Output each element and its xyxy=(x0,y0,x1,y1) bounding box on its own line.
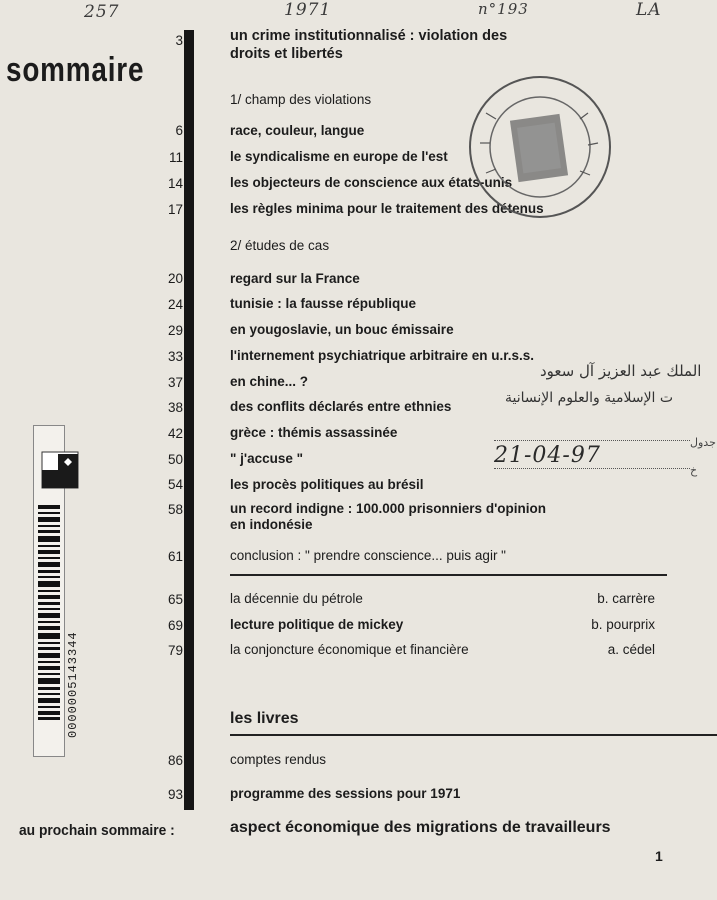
stamp-label-kha: خ xyxy=(690,464,698,477)
lead-title-line1: un crime institutionnalisé : violation des xyxy=(230,28,508,44)
toc-entry: le syndicalisme en europe de l'est xyxy=(230,149,448,164)
toc-entry: en chine... ? xyxy=(230,374,309,389)
toc-page: 79 xyxy=(167,643,183,658)
stamp-label-jadwal: جدول xyxy=(690,436,716,449)
toc-page: 38 xyxy=(167,400,183,415)
toc-page: 20 xyxy=(167,271,183,286)
toc-entry: en yougoslavie, un bouc émissaire xyxy=(230,322,454,337)
toc-page: 93 xyxy=(167,787,183,802)
toc-page: 58 xyxy=(167,502,183,517)
stamp-dotline xyxy=(494,440,690,441)
toc-page: 54 xyxy=(167,477,183,492)
toc-entry-line1: un record indigne : 100.000 prisonniers d'opinion xyxy=(230,501,547,516)
section1-heading: 1/ champ des violations xyxy=(230,92,372,107)
toc-page: 14 xyxy=(167,176,183,191)
divider xyxy=(230,734,717,736)
stamp-dotline xyxy=(494,468,690,469)
toc-entry: " j'accuse " xyxy=(230,451,304,466)
toc-page: 61 xyxy=(167,549,183,564)
page-title: sommaire xyxy=(6,51,145,89)
toc-page: 42 xyxy=(167,426,183,441)
divider xyxy=(230,574,667,576)
toc-entry: les règles minima pour le traitement des détenus xyxy=(230,201,544,216)
toc-page: 65 xyxy=(167,592,183,607)
library-logo-icon xyxy=(40,450,80,490)
livres-entry: programme des sessions pour 1971 xyxy=(230,786,461,801)
handwritten-issue: n°193 xyxy=(478,0,529,18)
toc-page: 50 xyxy=(167,452,183,467)
toc-page: 11 xyxy=(168,150,183,165)
handwritten-number: 257 xyxy=(84,2,120,22)
article-title: la décennie du pétrole xyxy=(230,591,363,606)
toc-page: 17 xyxy=(167,202,183,217)
toc-page: 33 xyxy=(167,349,183,364)
stamp-arabic-line1: الملك عبد العزيز آل سعود xyxy=(540,362,702,380)
article-title: la conjoncture économique et financière xyxy=(230,642,469,657)
handwritten-year: 1971 xyxy=(284,0,332,20)
toc-page: 86 xyxy=(167,753,183,768)
toc-page: 6 xyxy=(175,123,183,138)
barcode-icon xyxy=(38,505,60,720)
next-issue-title: aspect économique des migrations de travailleurs xyxy=(230,819,611,836)
section2-heading: 2/ études de cas xyxy=(230,238,330,253)
toc-entry-line2: en indonésie xyxy=(230,517,313,532)
toc-page: 69 xyxy=(167,618,183,633)
barcode-digits: 0000005143344 xyxy=(66,631,80,738)
article-author: b. pourprix xyxy=(591,617,655,632)
handwritten-code: LA xyxy=(636,0,662,20)
page-number: 1 xyxy=(655,848,663,864)
library-stamp-icon xyxy=(466,73,614,221)
next-issue-label: au prochain sommaire : xyxy=(19,822,175,839)
toc-entry: race, couleur, langue xyxy=(230,123,365,138)
stamp-date: 21-04-97 xyxy=(494,443,601,468)
vertical-rule xyxy=(184,30,194,810)
page-number-lead: 3 xyxy=(175,33,183,48)
toc-entry: des conflits déclarés entre ethnies xyxy=(230,399,452,414)
article-author: b. carrère xyxy=(597,591,655,606)
article-author: a. cédel xyxy=(607,642,655,657)
livres-entry: comptes rendus xyxy=(230,752,327,767)
toc-entry: l'internement psychiatrique arbitraire en u.r.s.s. xyxy=(230,348,535,363)
toc-entry: les procès politiques au brésil xyxy=(230,477,424,492)
toc-entry: les objecteurs de conscience aux états-unis xyxy=(230,175,513,190)
conclusion-entry: conclusion : " prendre conscience... puis agir " xyxy=(230,548,506,563)
lead-title-line2: droits et libertés xyxy=(230,46,343,62)
toc-entry: grèce : thémis assassinée xyxy=(230,425,398,440)
toc-entry: tunisie : la fausse république xyxy=(230,296,417,311)
stamp-arabic-line2: ت الإسلامية والعلوم الإنسانية xyxy=(505,390,674,406)
article-title: lecture politique de mickey xyxy=(230,617,404,632)
livres-heading: les livres xyxy=(230,710,299,727)
toc-entry: regard sur la France xyxy=(230,271,360,286)
toc-page: 24 xyxy=(167,297,183,312)
toc-page: 37 xyxy=(167,375,183,390)
toc-page: 29 xyxy=(167,323,183,338)
